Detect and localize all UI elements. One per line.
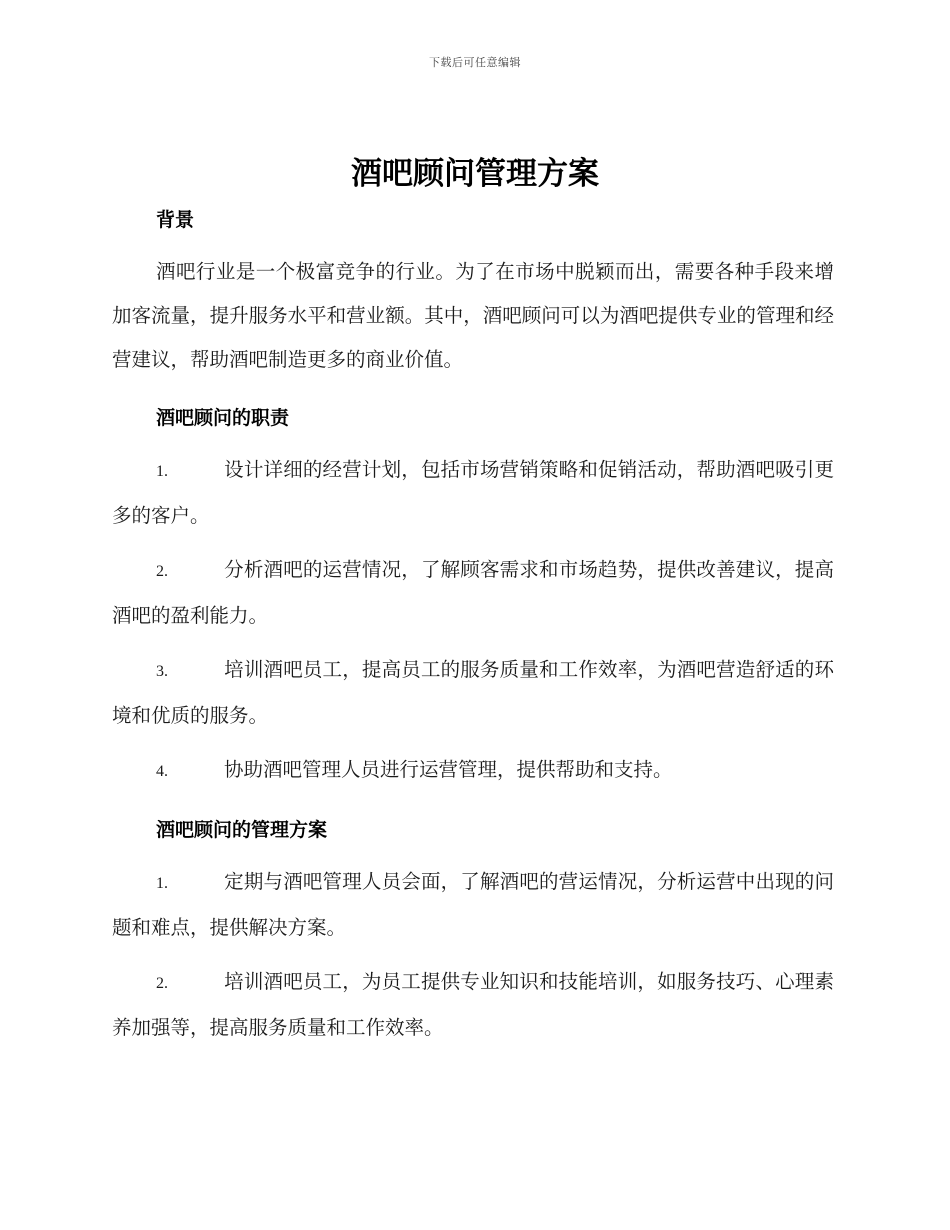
list-item-text: 定期与酒吧管理人员会面，了解酒吧的营运情况，分析运营中出现的问题和难点，提供解决方案。: [112, 870, 834, 939]
list-number: 2.: [156, 975, 168, 992]
list-item: [112, 548, 834, 638]
list-number: 4.: [156, 763, 168, 780]
document-body: [112, 200, 834, 1060]
list-number: 1.: [156, 463, 168, 480]
section-heading-management-plan: 酒吧顾问的管理方案: [156, 819, 328, 841]
background-paragraph: 酒吧行业是一个极富竞争的行业。为了在市场中脱颖而出，需要各种手段来增加客流量，提升服务水平和营业额。其中，酒吧顾问可以为酒吧提供专业的管理和经营建议，帮助酒吧制造更多的商业价值。: [112, 260, 834, 371]
list-item: [112, 448, 834, 538]
list-item-text: 设计详细的经营计划，包括市场营销策略和促销活动，帮助酒吧吸引更多的客户。: [112, 458, 834, 527]
list-item: [112, 860, 834, 950]
list-number: 3.: [156, 663, 168, 680]
list-item: [112, 648, 834, 738]
document-title: 酒吧顾问管理方案: [351, 156, 599, 192]
list-number: 1.: [156, 875, 168, 892]
list-item-text: 协助酒吧管理人员进行运营管理，提供帮助和支持。: [224, 758, 673, 781]
section-heading-background: 背景: [156, 209, 195, 231]
section-heading-duties: 酒吧顾问的职责: [156, 407, 290, 429]
list-item-text: 分析酒吧的运营情况，了解顾客需求和市场趋势，提供改善建议，提高酒吧的盈利能力。: [112, 558, 834, 627]
list-number: 2.: [156, 563, 168, 580]
list-item: [112, 748, 834, 794]
page-header-note: 下载后可任意编辑: [429, 56, 521, 69]
list-item-text: 培训酒吧员工，提高员工的服务质量和工作效率，为酒吧营造舒适的环境和优质的服务。: [112, 658, 834, 727]
list-item: [112, 960, 834, 1050]
list-item-text: 培训酒吧员工，为员工提供专业知识和技能培训，如服务技巧、心理素养加强等，提高服务质量和工作效率。: [112, 970, 834, 1039]
